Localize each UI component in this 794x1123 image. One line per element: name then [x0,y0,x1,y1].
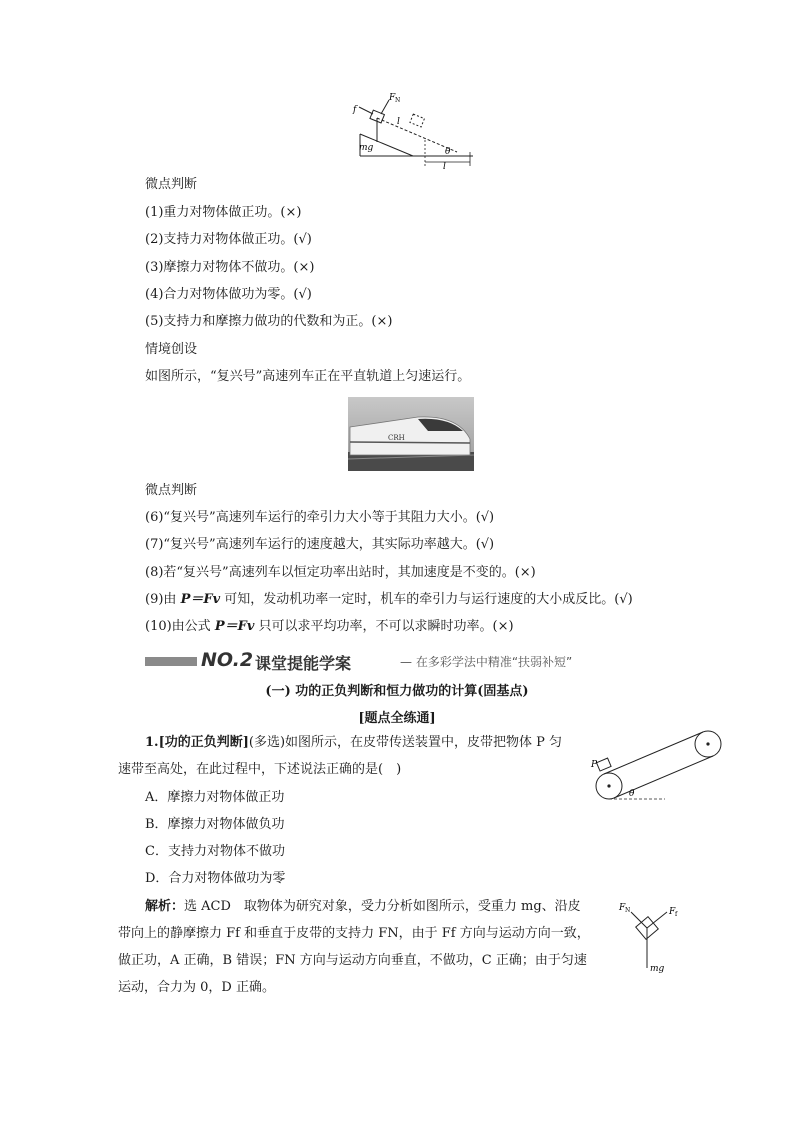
scenario-text: 如图所示，“复兴号”高速列车正在平直轨道上匀速运行。 [145,369,471,384]
analysis-line-1: 解析：选 ACD 取物体为研究对象，受力分析如图所示，受重力 mg、沿皮 [145,899,581,914]
judgment-5: (5)支持力和摩擦力做功的代数和为正。(×) [145,314,393,329]
force-ff-label: F [669,907,676,917]
analysis-line-2: 带向上的静摩擦力 Ff 和垂直于皮带的支持力 FN，由于 Ff 方向与运动方向一致， [118,926,590,941]
force-analysis-diagram [617,898,687,978]
object-p-label: P [591,760,598,770]
judgment-3: (3)摩擦力对物体不做功。(×) [145,260,315,275]
gravity-label: mg [359,143,374,153]
sub-heading: (一) 功的正负判断和恒力做功的计算(固基点) [265,684,529,699]
force-fn-sub: N [625,907,631,914]
banner-title: 课堂提能学案 [255,654,352,673]
scenario-heading: 情境创设 [145,342,198,357]
force-ff-sub: f [675,911,678,918]
analysis-line-3: 做正功，A 正确，B 错误；FN 方向与运动方向垂直，不做功，C 正确；由于匀速 [118,953,587,968]
sub-heading-2: [题点全练通] [358,711,436,726]
train-photo [348,397,474,471]
option-c: C．支持力对物体不做功 [145,844,285,859]
banner-number: NO.2 [201,649,254,671]
judgment-2: (2)支持力对物体做正功。(√) [145,232,312,247]
judgment-9: (9)由 P＝Fv 可知，发动机功率一定时，机车的牵引力与运行速度的大小成反比。(√) [145,592,633,607]
banner-subtitle: — 在多彩学法中精准“扶弱补短” [400,655,573,669]
conveyor-belt-diagram [585,728,725,808]
judgment-4: (4)合力对物体做功为零。(√) [145,287,312,302]
option-d: D．合力对物体做功为零 [145,871,286,886]
displacement-label-bottom: l [443,162,446,170]
force-fn-label: F [619,903,626,913]
friction-label: f [353,105,357,115]
section-banner [145,651,665,675]
section-heading-1: 微点判断 [145,177,198,192]
banner-bar [145,657,197,666]
belt-angle-label: θ [629,789,635,799]
section-heading-2: 微点判断 [145,483,198,498]
option-a: A．摩擦力对物体做正功 [145,790,285,805]
incline-force-diagram [345,92,475,170]
displacement-label-top: l [397,117,400,127]
normal-force-label: F [389,93,396,103]
question-line-1: 1.[功的正负判断](多选)如图所示，在皮带传送装置中，皮带把物体 P 匀 [145,735,563,750]
judgment-1: (1)重力对物体做正功。(×) [145,205,302,220]
question-line-2: 速带至高处，在此过程中，下述说法正确的是( ) [118,762,402,777]
angle-label: θ [445,147,451,157]
normal-force-sub: N [395,97,401,104]
judgment-7: (7)“复兴号”高速列车运行的速度越大，其实际功率越大。(√) [145,537,495,552]
force-mg-label: mg [650,964,665,974]
judgment-8: (8)若“复兴号”高速列车以恒定功率出站时，其加速度是不变的。(×) [145,565,536,580]
analysis-line-4: 运动，合力为 0，D 正确。 [118,980,275,995]
judgment-10: (10)由公式 P＝Fv 只可以求平均功率，不可以求瞬时功率。(×) [145,619,514,634]
train-logo: CRH [388,434,405,442]
judgment-6: (6)“复兴号”高速列车运行的牵引力大小等于其阻力大小。(√) [145,510,495,525]
option-b: B．摩擦力对物体做负功 [145,817,285,832]
